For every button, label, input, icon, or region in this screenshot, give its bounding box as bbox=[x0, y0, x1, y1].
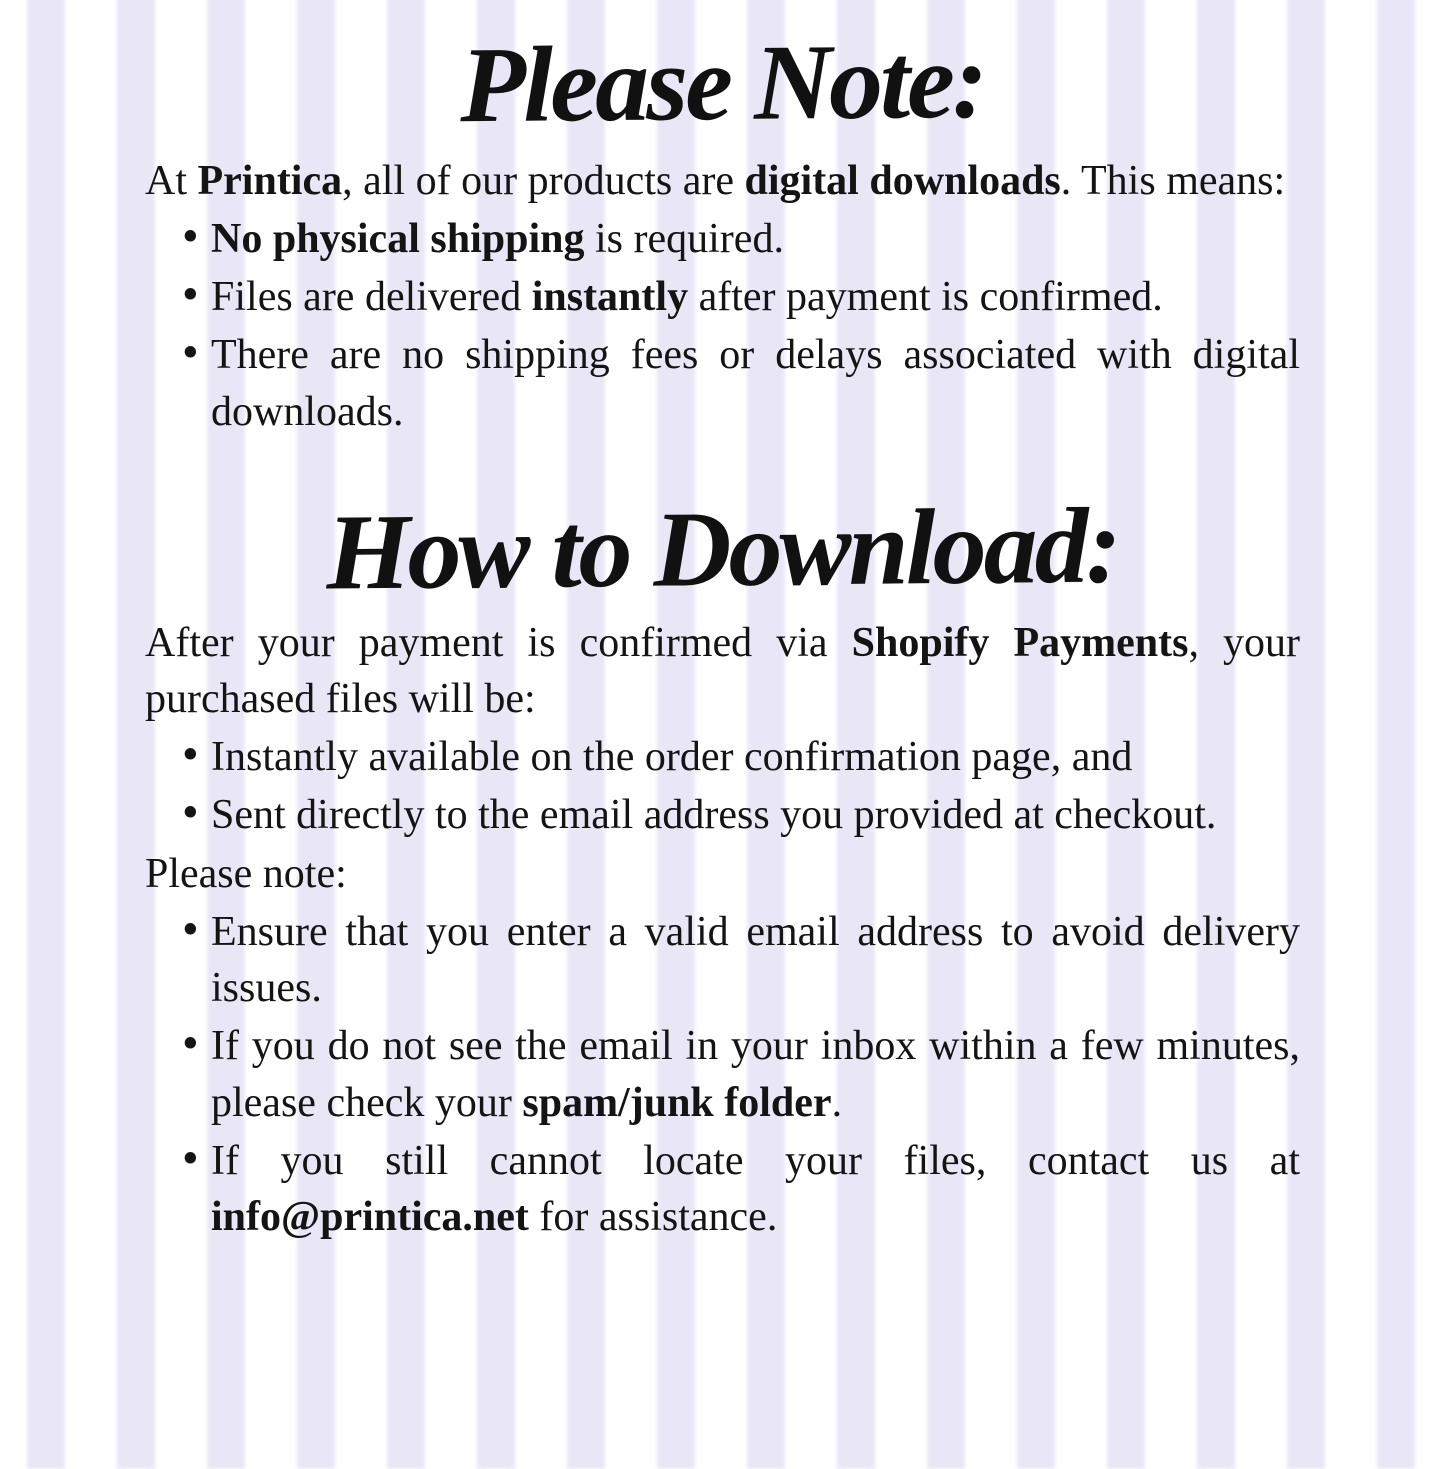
download-intro-paragraph: After your payment is confirmed via Shopify Payments, your purchased files will be: bbox=[145, 619, 1301, 722]
heading-how-to-download: How to Download: bbox=[325, 486, 1120, 613]
bullet-instant-delivery: • Files are delivered instantly after payment is confirmed. bbox=[211, 269, 1300, 325]
bullet-no-shipping: • No physical shipping is required. bbox=[211, 211, 1300, 267]
bullet-valid-email: • Ensure that you enter a valid email address to avoid delivery issues. bbox=[211, 904, 1300, 1017]
bullet-order-confirmation: • Instantly available on the order confirmation page, and bbox=[211, 729, 1300, 785]
bullet-email-delivery: • Sent directly to the email address you provided at checkout. bbox=[211, 787, 1300, 843]
please-note-label: Please note: bbox=[145, 850, 347, 897]
delivery-note-bullets bbox=[145, 904, 1300, 1246]
shipping-bullets bbox=[145, 211, 1300, 440]
download-bullets bbox=[145, 729, 1300, 844]
bullet-spam-folder: • If you do not see the email in your inbox within a few minutes, please check your spam/junk folder. bbox=[211, 1018, 1300, 1131]
bullet-contact-support: • If you still cannot locate your files, contact us at info@printica.net for assistance. bbox=[211, 1133, 1300, 1246]
heading-please-note: Please Note: bbox=[459, 21, 986, 146]
intro-paragraph: At Printica, all of our products are digital downloads. This means: bbox=[145, 157, 1286, 204]
bullet-no-fees: • There are no shipping fees or delays associated with digital downloads. bbox=[211, 327, 1300, 440]
